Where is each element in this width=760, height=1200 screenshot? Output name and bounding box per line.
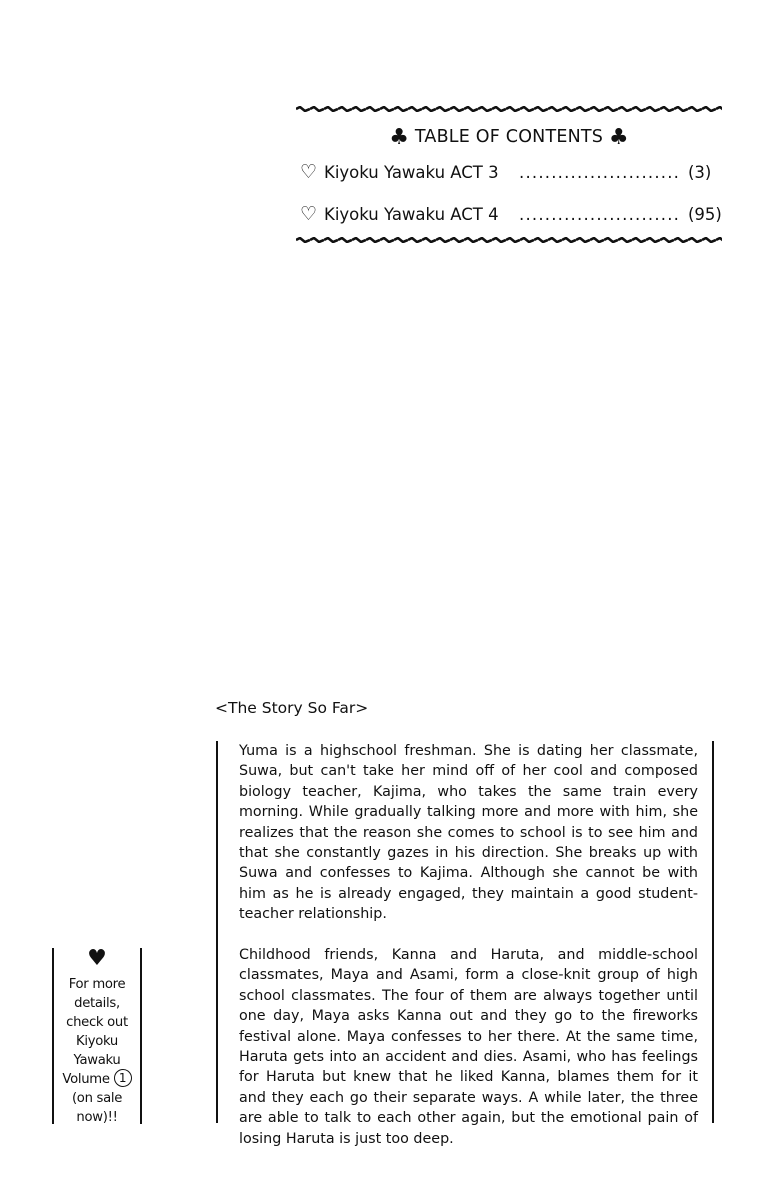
story-paragraph: Yuma is a highschool freshman. She is dating her classmate, Suwa, but can't take her mind off of her cool and composed biology teacher, Kajima, who takes the same train every morning. While gradually talking more and more with him, she realizes that the reason she comes to school is to see him and that she constantly gazes in his direction. She breaks up with Suwa and confesses to Kajima. Although she cannot be with him as he is already engaged, they maintain a good student-teacher relationship. [239, 743, 698, 923]
story-paragraph: Childhood friends, Kanna and Haruta, and middle-school classmates, Maya and Asami, form a close-knit group of high school classmates. The four of them are always together until one day, Maya asks Kanna out and they go to the fireworks festival alone. Maya confesses to her there. At the same time, Haruta gets into an accident and dies. Asami, who has feelings for Haruta but knew that he liked Kanna, blames them for it and they each go their separate ways. A while later, the three are able to talk to each other again, but the emotional pain of losing Haruta is just too deep. [239, 947, 698, 1147]
volume-note-text [54, 975, 140, 1127]
story-heading: <The Story So Far> [215, 699, 369, 717]
note-line: check out [66, 1015, 128, 1030]
note-line: details, [74, 996, 120, 1011]
toc-leader-dots: ......................... [519, 163, 681, 182]
heart-outline-icon: ♡ [300, 161, 318, 183]
toc-entry-page: (3) [688, 163, 712, 182]
note-volume-line [54, 1070, 140, 1089]
volume-note [52, 948, 142, 1124]
club-icon: ♣ [608, 125, 629, 150]
note-line: For more [68, 977, 126, 992]
note-line: now)!! [76, 1110, 118, 1125]
toc-entry-label: Kiyoku Yawaku ACT 4 [324, 205, 499, 224]
note-line: Yawaku [73, 1053, 121, 1068]
toc-bottom-border [296, 237, 722, 243]
toc-top-border [296, 106, 722, 112]
volume-number-badge: 1 [114, 1069, 132, 1087]
note-line: Kiyoku [76, 1034, 118, 1049]
story-summary-box [216, 741, 714, 1147]
club-icon: ♣ [389, 125, 410, 150]
toc-entry[interactable] [300, 203, 722, 228]
toc-entry-page: (95) [688, 205, 722, 224]
toc-title-text: TABLE OF CONTENTS [414, 127, 604, 147]
toc-title [296, 123, 722, 148]
heart-outline-icon: ♡ [300, 203, 318, 225]
note-volume-label: Volume [62, 1072, 110, 1087]
story-summary-text [239, 741, 698, 1149]
table-of-contents [296, 104, 722, 246]
note-line: (on sale [71, 1091, 123, 1106]
toc-entry-label: Kiyoku Yawaku ACT 3 [324, 163, 499, 182]
toc-entry[interactable] [300, 162, 718, 186]
heart-icon: ♥ [87, 946, 107, 971]
toc-leader-dots: ......................... [519, 205, 681, 224]
